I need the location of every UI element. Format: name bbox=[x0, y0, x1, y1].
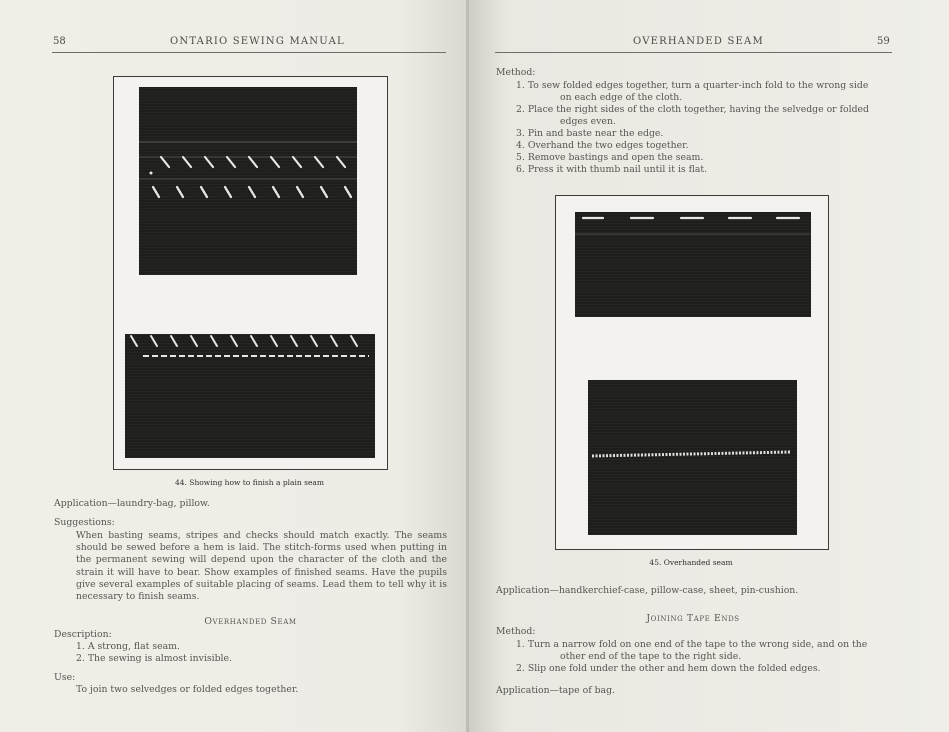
description-item: 1. A strong, flat seam. bbox=[76, 641, 180, 652]
figure-caption: 44. Showing how to finish a plain seam bbox=[175, 478, 324, 487]
method-item: 2. Place the right sides of the cloth together, having the selvedge or folded bbox=[516, 104, 869, 115]
application-line: Application—handkerchief-case, pillow-case, sheet, pin-cushion. bbox=[496, 585, 799, 596]
suggestions-paragraph bbox=[76, 530, 447, 603]
header-rule bbox=[495, 52, 892, 53]
section-heading: Overhanded Seam bbox=[204, 616, 297, 627]
seam-stitches-top bbox=[575, 212, 811, 317]
page-number: 59 bbox=[877, 36, 890, 47]
right-page bbox=[469, 0, 949, 732]
application-line: Application—tape of bag. bbox=[496, 685, 615, 696]
method-label: Method: bbox=[496, 67, 536, 78]
suggestions-label: Suggestions: bbox=[54, 517, 115, 528]
running-head: ONTARIO SEWING MANUAL bbox=[170, 36, 345, 47]
use-text: To join two selvedges or folded edges together. bbox=[76, 684, 299, 695]
application-line: Application—laundry-bag, pillow. bbox=[54, 498, 210, 509]
figure-45-photo bbox=[555, 195, 829, 550]
overhand-seam-stitches bbox=[588, 380, 797, 535]
method-item: 6. Press it with thumb nail until it is flat. bbox=[516, 164, 708, 175]
header-rule bbox=[52, 52, 446, 53]
running-head: OVERHANDED SEAM bbox=[633, 36, 764, 47]
section-heading: Joining Tape Ends bbox=[646, 613, 740, 624]
description-label: Description: bbox=[54, 629, 112, 640]
method-item: 1. To sew folded edges together, turn a quarter-inch fold to the wrong side bbox=[516, 80, 869, 91]
seam-stitches-bottom bbox=[125, 334, 375, 458]
method-item: 3. Pin and baste near the edge. bbox=[516, 128, 664, 139]
method-item: 2. Slip one fold under the other and hem down the folded edges. bbox=[516, 663, 821, 674]
seam-stitches-top bbox=[139, 87, 357, 275]
method-item: on each edge of the cloth. bbox=[560, 92, 683, 103]
method-item: 4. Overhand the two edges together. bbox=[516, 140, 689, 151]
use-label: Use: bbox=[54, 672, 76, 683]
suggestions-text: When basting seams, stripes and checks should match exactly. The seams should be sewed before a hem is laid. The stitch-forms used when putting in the permanent sewing will depend upon the character of the cloth and the strain it will have to bear. Show examples of finished seams. Have the pupils give several examples of suitable placing of seams. Lead them to tell why it is necessary to finish seams. bbox=[76, 530, 447, 603]
method-item: 1. Turn a narrow fold on one end of the tape to the wrong side, and on the bbox=[516, 639, 868, 650]
figure-44-photo bbox=[113, 76, 388, 470]
left-page bbox=[0, 0, 468, 732]
description-item: 2. The sewing is almost invisible. bbox=[76, 653, 232, 664]
method-item: 5. Remove bastings and open the seam. bbox=[516, 152, 704, 163]
method-item: edges even. bbox=[560, 116, 616, 127]
figure-caption: 45. Overhanded seam bbox=[649, 558, 733, 567]
method-item: other end of the tape to the right side. bbox=[560, 651, 742, 662]
page-number: 58 bbox=[53, 36, 66, 47]
method-label: Method: bbox=[496, 626, 536, 637]
